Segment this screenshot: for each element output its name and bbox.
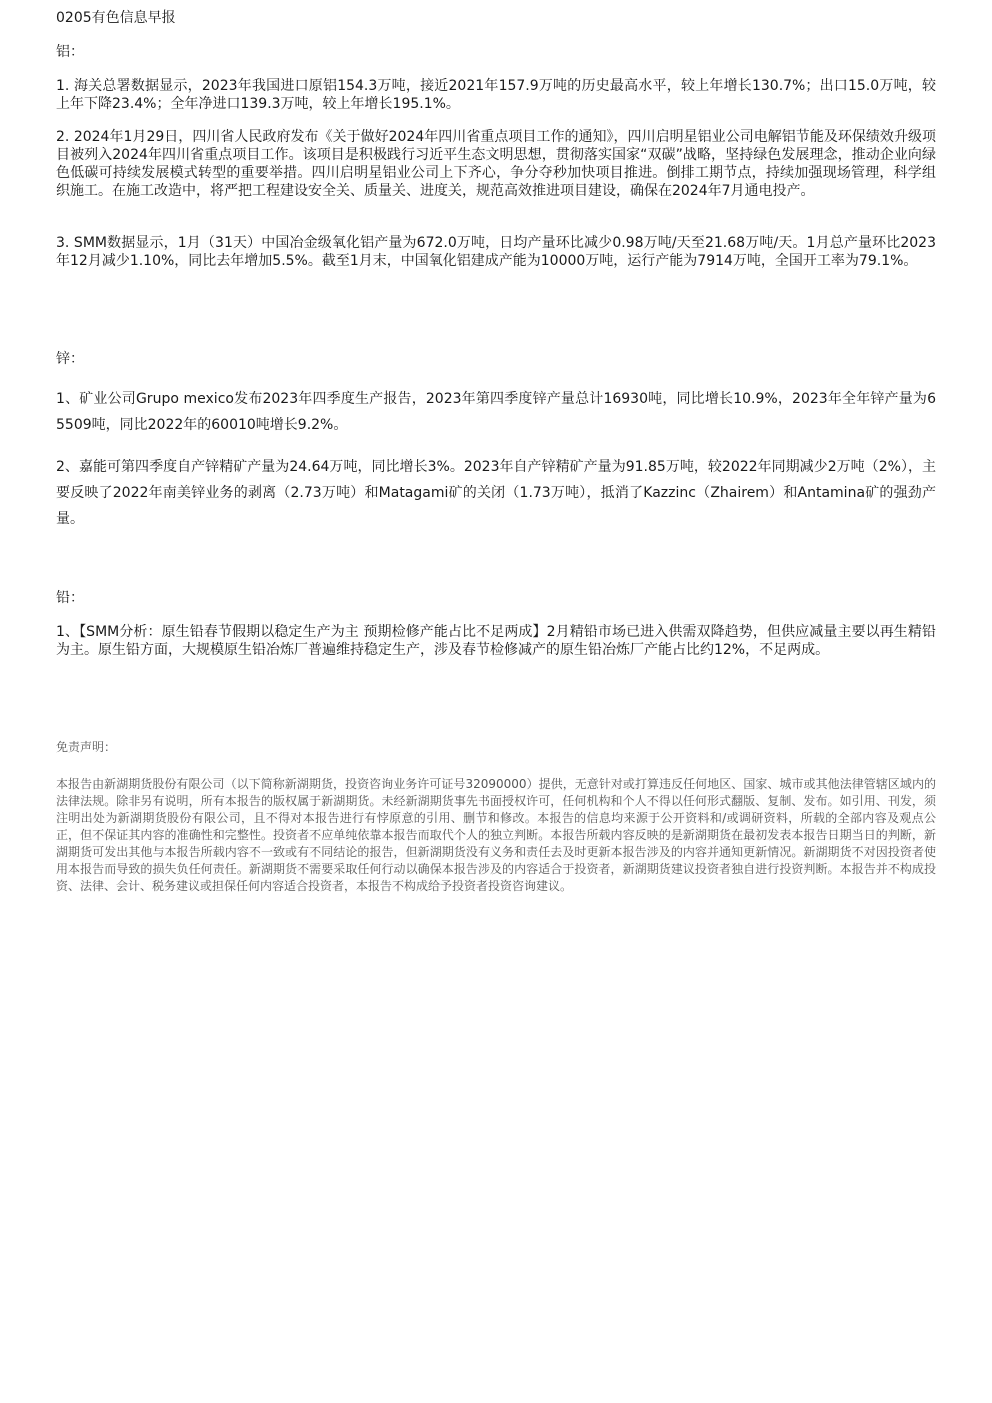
document-title: 0205有色信息早报 bbox=[56, 10, 176, 26]
section-heading-lead: 铅： bbox=[56, 590, 84, 606]
disclaimer-heading: 免责声明： bbox=[56, 740, 117, 754]
section-heading-aluminum: 铝： bbox=[56, 44, 84, 60]
aluminum-item-3: 3. SMM数据显示，1月（31天）中国冶金级氧化铝产量为672.0万吨，日均产量环比减少0.98万吨/天至21.68万吨/天。1月总产量环比2023年12月减少1.10%，同比去年增加5.5%。截至1月末，中国氧化铝建成产能为10000万吨，运行产能为7914万吨，全国开工率为79.1%。 bbox=[56, 235, 936, 269]
aluminum-item-2: 2. 2024年1月29日，四川省人民政府发布《关于做好2024年四川省重点项目工作的通知》，四川启明星铝业公司电解铝节能及环保绩效升级项目被列入2024年四川省重点项目工作。该项目是积极践行习近平生态文明思想，贯彻落实国家“双碳”战略，坚持绿色发展理念，推动企业向绿色低碳可持续发展模式转型的重要举措。四川启明星铝业公司上下齐心，争分夺秒加快项目推进。倒排工期节点，持续加强现场管理，科学组织施工。在施工改造中，将严把工程建设安全关、质量关、进度关，规范高效推进项目建设，确保在2024年7月通电投产。 bbox=[56, 129, 936, 199]
aluminum-item-1: 1. 海关总署数据显示，2023年我国进口原铝154.3万吨，接近2021年157.9万吨的历史最高水平，较上年增长130.7%；出口15.0万吨，较上年下降23.4%；全年净进口139.3万吨，较上年增长195.1%。 bbox=[56, 78, 936, 112]
section-heading-zinc: 锌： bbox=[56, 351, 84, 367]
disclaimer-body: 本报告由新湖期货股份有限公司（以下简称新湖期货，投资咨询业务许可证号32090000）提供，无意针对或打算违反任何地区、国家、城市或其他法律管辖区域内的法律法规。除非另有说明，所有本报告的版权属于新湖期货。未经新湖期货事先书面授权许可，任何机构和个人不得以任何形式翻版、复制、发布。如引用、刊发，须注明出处为新湖期货股份有限公司，且不得对本报告进行有悖原意的引用、删节和修改。本报告的信息均来源于公开资料和/或调研资料，所载的全部内容及观点公正，但不保证其内容的准确性和完整性。投资者不应单纯依靠本报告而取代个人的独立判断。本报告所载内容反映的是新湖期货在最初发表本报告日期当日的判断，新湖期货可发出其他与本报告所载内容不一致或有不同结论的报告，但新湖期货没有义务和责任去及时更新本报告涉及的内容并通知更新情况。新湖期货不对因投资者使用本报告而导致的损失负任何责任。新湖期货不需要采取任何行动以确保本报告涉及的内容适合于投资者，新湖期货建议投资者独自进行投资判断。本报告并不构成投资、法律、会计、税务建议或担保任何内容适合投资者，本报告不构成给予投资者投资咨询建议。 bbox=[56, 777, 936, 893]
zinc-item-2: 2、嘉能可第四季度自产锌精矿产量为24.64万吨，同比增长3%。2023年自产锌精矿产量为91.85万吨，较2022年同期减少2万吨（2%），主要反映了2022年南美锌业务的剥离（2.73万吨）和Matagami矿的关闭（1.73万吨），抵消了Kazzinc（Zhairem）和Antamina矿的强劲产量。 bbox=[56, 459, 936, 527]
lead-item-1: 1、【SMM分析：原生铅春节假期以稳定生产为主 预期检修产能占比不足两成】2月精铅市场已进入供需双降趋势，但供应减量主要以再生精铅为主。原生铅方面，大规模原生铅冶炼厂普遍维持稳定生产，涉及春节检修减产的原生铅冶炼厂产能占比约12%，不足两成。 bbox=[56, 624, 936, 658]
zinc-item-1: 1、矿业公司Grupo mexico发布2023年四季度生产报告，2023年第四季度锌产量总计16930吨，同比增长10.9%，2023年全年锌产量为65509吨，同比2022年的60010吨增长9.2%。 bbox=[56, 391, 936, 433]
